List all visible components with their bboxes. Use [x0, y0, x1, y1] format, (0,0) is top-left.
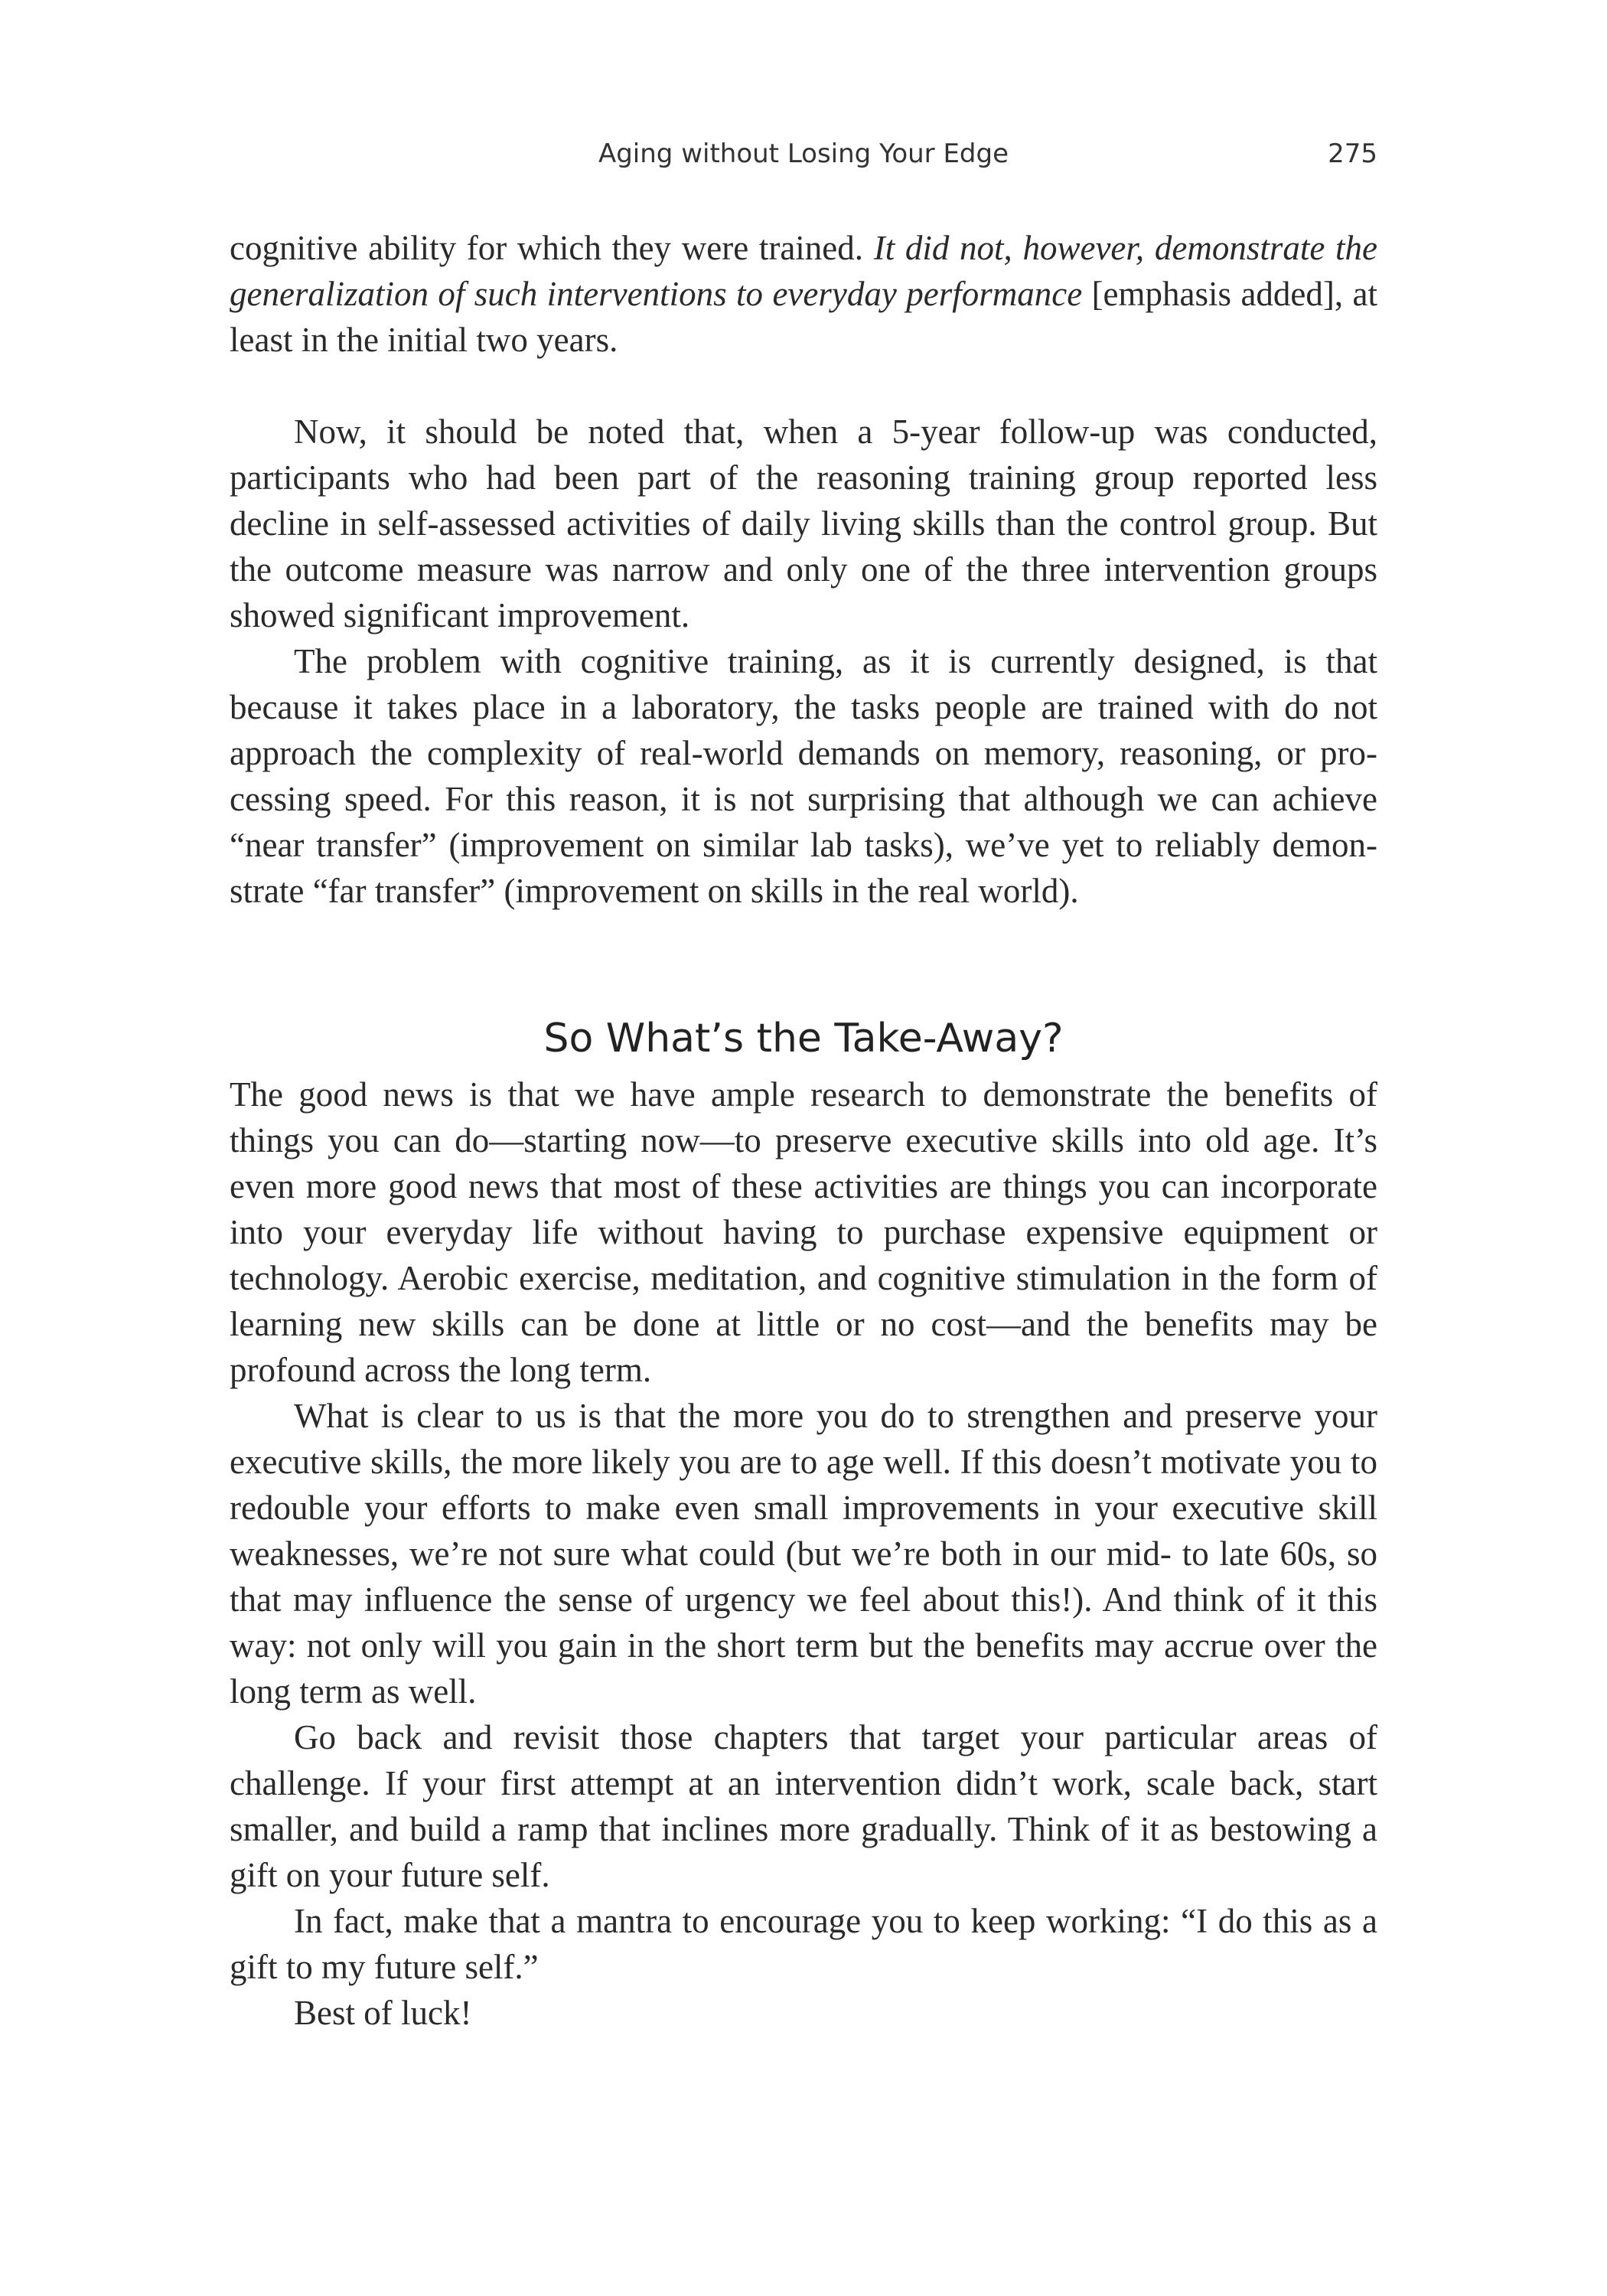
body-text: [230, 225, 1377, 2036]
quote-emphasis: It did not, however, demonstrate the generalization of such interventions to everyday performance: [230, 229, 1377, 313]
quote-text-start: cognitive ability for which they were trained.: [230, 229, 874, 267]
paragraph-mantra: In fact, make that a mantra to encourage you to keep working: “I do this as a gift to my future self.”: [230, 1902, 1377, 1986]
paragraph-follow-up: Now, it should be noted that, when a 5-year follow-up was conducted, participants who had been part of the reasoning training group reported less decline in self-assessed activities of daily living skills than the control group. But the outcome measure was narrow and only one of the three intervention groups showed significant improvement.: [230, 413, 1377, 634]
paragraph-best-of-luck: Best of luck!: [294, 1994, 472, 2032]
running-head: [230, 135, 1377, 173]
paragraph-cognitive-training: The problem with cognitive training, as it is currently designed, is that because it takes place in a laboratory, the tasks people are trained with do not approach the complexity of real-world demands on memory, reasoning, or processing speed. For this reason, it is not surprising that although we can achieve “near transfer” (improvement on similar lab tasks), we’ve yet to reliably demonstrate “far transfer” (improvement on skills in the real world).: [230, 642, 1377, 910]
section-heading: So What’s the Take-Away?: [543, 1016, 1064, 1062]
paragraph-clear-to-us: What is clear to us is that the more you do to strengthen and preserve your executive skills, the more likely you are to age well. If this doesn’t motivate you to redouble your efforts to make even small improvements in your executive skill weaknesses, we’re not sure what could (but we’re both in our mid- to late 60s, so that may influence the sense of urgency we feel about this!). And think of it this way: not only will you gain in the short term but the benefits may accrue over the long term as well.: [230, 1397, 1377, 1711]
quote-text-end: [emphasis added], at least in the initial two years.: [230, 275, 1377, 359]
paragraph-gap: [230, 363, 1377, 409]
paragraph-go-back: Go back and revisit those chapters that target your particular areas of challenge. If your first attempt at an intervention didn’t work, scale back, start smaller, and build a ramp that inclines more gradually. Think of it as bestowing a gift on your future self.: [230, 1718, 1377, 1894]
running-title: Aging without Losing Your Edge: [598, 139, 1009, 169]
page-number: 275: [1328, 139, 1377, 169]
paragraph-good-news: The good news is that we have ample research to demonstrate the benefits of things you can do—starting now—to preserve executive skills into old age. It’s even more good news that most of these activities are things you can incorporate into your everyday life without having to purchase expensive equipment or technology. Aerobic exercise, meditation, and cognitive stimulation in the form of learning new skills can be done at little or no cost—and the benefits may be profound across the long term.: [230, 1075, 1377, 1389]
block-quote: [230, 225, 1377, 363]
